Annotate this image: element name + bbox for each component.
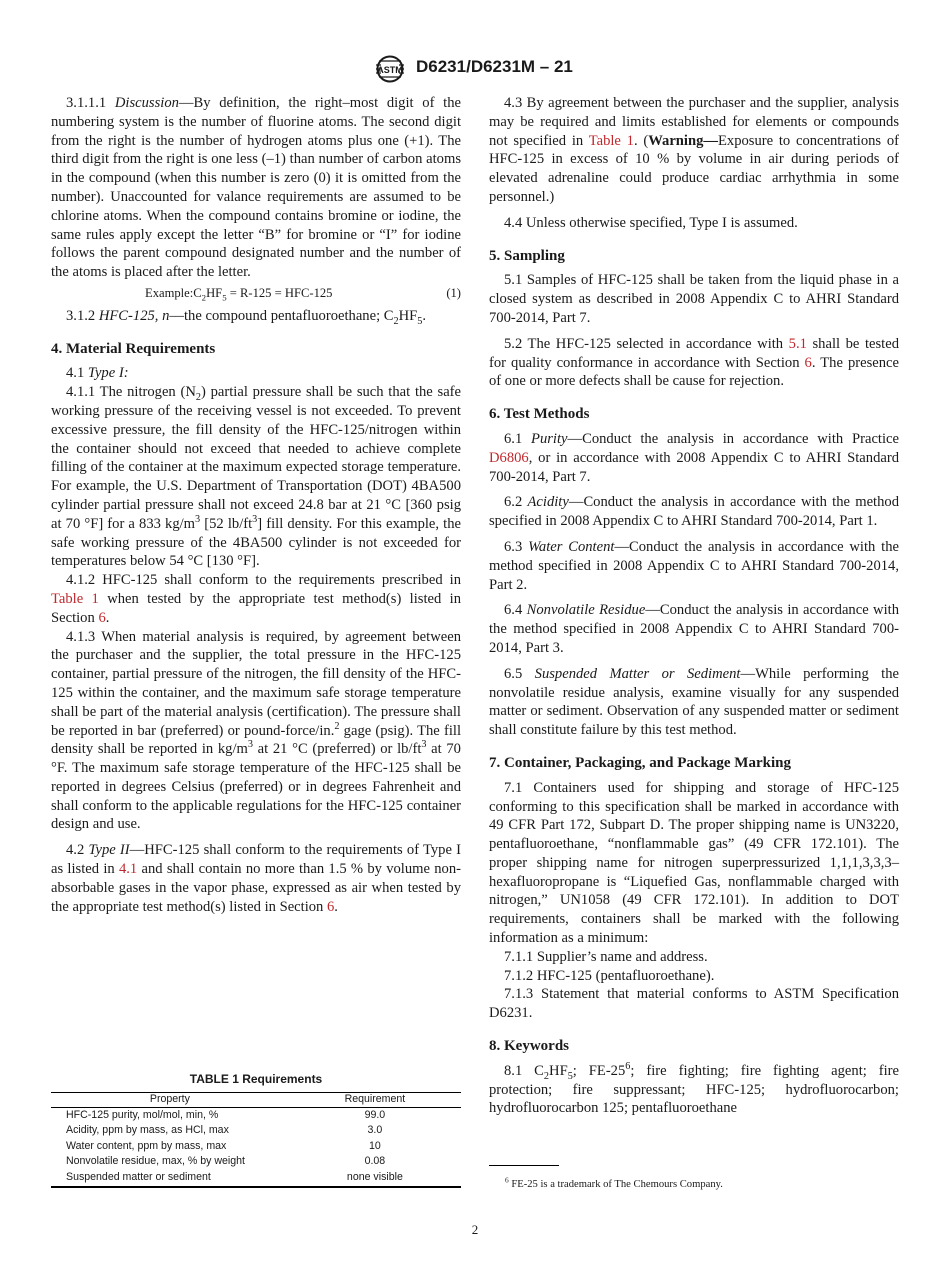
table-title: TABLE 1 Requirements — [189, 1072, 323, 1086]
section-5-1-link[interactable]: 5.1 — [788, 335, 807, 352]
property-cell: Acidity, ppm by mass, as HCl, max — [66, 1124, 229, 1137]
para-6-1: 6.1 Purity—Conduct the analysis in accordance with Practice D6806, or in accordance with 2008 Appendix C to AHRI Standard 700-2014, Part 7. — [489, 430, 899, 485]
section-6-link[interactable]: 6 — [804, 354, 812, 371]
para-4-4: 4.4 Unless otherwise specified, Type I is assumed. — [504, 214, 798, 231]
table-header-row — [51, 1093, 461, 1108]
para-5-2: 5.2 The HFC-125 selected in accordance with 5.1 shall be tested for quality conformance in accordance with Section 6. The presence of one or more defects shall be cause for rejection. — [489, 335, 899, 390]
para-7-1-1: 7.1.1 Supplier’s name and address. — [504, 948, 708, 965]
para-3-1-2: 3.1.2 HFC-125, n—the compound pentafluoroethane; $C_2HF_5$. — [66, 307, 427, 327]
para-6-5: 6.5 Suspended Matter or Sediment—While performing the nonvolatile residue analysis, examine visually for any suspended matter or sediment. Observation of any suspended matter or sediment shall constitute failure by this test method. — [489, 665, 899, 739]
section-4-heading: 4. Material Requirements — [51, 340, 216, 357]
requirement-cell: 10 — [369, 1139, 381, 1152]
property-cell: HFC-125 purity, mol/mol, min, % — [66, 1108, 219, 1121]
para-3-1-1-1: 3.1.1.1 Discussion—By definition, the right–most digit of the numbering system is the number of fluorine atoms. The second digit from the right is the number of hydrogen atoms plus one (+1). The third digit from the right is one less (–1) than number of carbon atoms in the compound (when this number is zero (0) it is omitted from the number). Unaccounted for valance requirements are assumed to be chlorine atoms. When the compound contains bromine or iodine, the same rules apply except the letter “B” for bromine or “I” for iodine follows the parent compound designated number and the number of the atoms is placed after the letter. — [51, 95, 461, 281]
equation-1: $Example:C_2HF_5$ = R‑125 = HFC‑125 (1) — [145, 285, 461, 303]
requirement-cell: 99.0 — [364, 1108, 386, 1121]
section-6-link[interactable]: 6 — [327, 898, 335, 915]
para-4-3: 4.3 By agreement between the purchaser and the supplier, analysis may be required and limits established for elements or compounds not specified in Table 1. (Warning—Exposure to concentrations of HFC-125 in excess of 10 % by volume in air during periods of elevated adrenaline could produce cardiac arrhythmia in some personnel.) — [489, 95, 900, 205]
table-row — [51, 1107, 461, 1123]
footnote-6: $^6$ FE-25 is a trademark of The Chemours Company. — [505, 1175, 723, 1190]
section-6-heading: 6. Test Methods — [489, 406, 590, 423]
para-4-1-3: 4.1.3 When material analysis is required, by agreement between the purchaser and the supplier, the total pressure in the HFC-125 container, partial pressure of the nitrogen, the fill density of the HFC-125 within the container, and the maximum safe storage temperature shall be part of the material analysis (certification). The pressure shall be reported in bar (preferred) or pound-force/in.$^2$ gage (psig). The fill density shall be reported in $kg/m^3$ at 21 °C (preferred) or $lb/ft^3$ at 70 °F. The maximum safe storage temperature of the HFC-125 shall be reported in degrees Celsius (preferred) or in degrees Fahrenheit and shall conform to the applicable regulations for the HFC-125 container design and use. — [51, 628, 461, 833]
table-1 — [51, 1072, 461, 1188]
para-6-2: 6.2 Acidity—Conduct the analysis in accordance with the method specified in 2008 Appendix C to AHRI Standard 700-2014, Part 1. — [489, 494, 899, 530]
property-cell: Nonvolatile residue, max, % by weight — [66, 1155, 246, 1168]
requirements-table — [51, 1092, 461, 1188]
para-4-2: 4.2 Type II—HFC-125 shall conform to the requirements of Type I as listed in 4.1 and shall contain no more than 1.5 % by volume non-absorbable gases in the vapor phase, expressed as air when tested by the appropriate test method(s) listed in Section 6. — [51, 842, 461, 915]
table-row — [51, 1170, 461, 1187]
requirement-cell: 3.0 — [367, 1124, 383, 1137]
section-8-heading: 8. Keywords — [489, 1038, 569, 1055]
footnote-rule — [489, 1165, 559, 1166]
requirement-cell: 0.08 — [364, 1155, 386, 1168]
property-cell: Suspended matter or sediment — [51, 1170, 289, 1187]
para-7-1-2: 7.1.2 HFC-125 (pentafluoroethane). — [504, 967, 715, 984]
page-header — [0, 55, 950, 83]
section-6-link[interactable]: 6 — [98, 609, 106, 626]
property-cell: Water content, ppm by mass, max — [66, 1139, 227, 1152]
document-designation: D6231/D6231M – 21 — [416, 57, 573, 76]
para-4-1: 4.1 Type I: — [66, 365, 129, 382]
para-6-4: 6.4 Nonvolatile Residue—Conduct the analysis in accordance with the method specified in 2008 Appendix C to AHRI Standard 700-2014, Part 3. — [489, 602, 899, 656]
page-number: 2 — [471, 1222, 479, 1237]
para-5-1: 5.1 Samples of HFC-125 shall be taken from the liquid phase in a closed system as described in 2008 Appendix C to AHRI Standard 700-2014, Part 7. — [489, 272, 899, 326]
table-row — [51, 1154, 461, 1170]
svg-text:ASTM: ASTM — [377, 65, 403, 75]
table-row — [51, 1123, 461, 1139]
right-column — [489, 94, 899, 1118]
para-7-1-3: 7.1.3 Statement that material conforms to ASTM Specification D6231. — [489, 986, 899, 1022]
para-6-3: 6.3 Water Content—Conduct the analysis in accordance with the method specified in 2008 Appendix C to AHRI Standard 700-2014, Part 2. — [489, 538, 899, 593]
para-4-1-1: 4.1.1 The nitrogen $(N_2)$ partial pressure shall be such that the safe working pressure of the receiving vessel is not exceeded. To prevent excessive pressure, the fill density of the HFC-125/nitrogen within the container should not exceed that needed to achieve complete filling of the container at the maximum expected storage temperature. For example, the U.S. Department of Transportation (DOT) 4BA500 cylinder partial pressure shall not exceed 24.8 bar at 21 °C [360 psig at 70 °F] for a 833 $kg/m^3$ [52 $lb/ft^3$] fill density. For this example, the safe working pressure of the 4BA500 cylinder is not exceeded for temperatures below 54 °C [130 °F]. — [51, 384, 462, 570]
para-4-1-2: 4.1.2 HFC-125 shall conform to the requirements prescribed in Table 1 when tested by the appropriate test method(s) listed in Section 6. — [51, 572, 461, 626]
left-column — [51, 94, 461, 916]
column-header-property: Property — [51, 1093, 289, 1108]
section-7-heading: 7. Container, Packaging, and Package Marking — [489, 754, 791, 771]
astm-logo-icon — [371, 55, 409, 83]
requirement-cell: none visible — [289, 1170, 461, 1187]
table-1-link[interactable]: Table 1 — [51, 590, 99, 607]
table-row — [51, 1139, 461, 1155]
para-7-1: 7.1 Containers used for shipping and storage of HFC-125 conforming to this specification shall be marked in accordance with 49 CFR Part 172, Subpart D. The proper shipping name is UN3220, pentafluoroethane, “nonflammable gas” (49 CFR 172.101). The proper shipping name for nitrogen superpressurized 1,1,1,3,3,3–hexafluoropropane is “Liquefied Gas, nonflammable charged with nitrogen,” UN1058 (49 CFR 172.101). In addition to DOT requirements, containers shall be marked with the following information as a minimum: — [489, 779, 899, 947]
para-8-1: 8.1 $C_2HF_5$; $FE-25^6$; fire fighting; fire fighting agent; fire protection; fire suppressant; HFC-125; hydrofluorocarbon; hydrofluorocarbon 125; pentafluoroethane — [489, 1061, 899, 1117]
section-5-heading: 5. Sampling — [489, 247, 565, 264]
d6806-link[interactable]: D6806 — [489, 449, 529, 466]
section-4-1-link[interactable]: 4.1 — [118, 861, 138, 878]
table-1-link[interactable]: Table 1 — [588, 132, 634, 149]
column-header-requirement: Requirement — [289, 1093, 461, 1108]
